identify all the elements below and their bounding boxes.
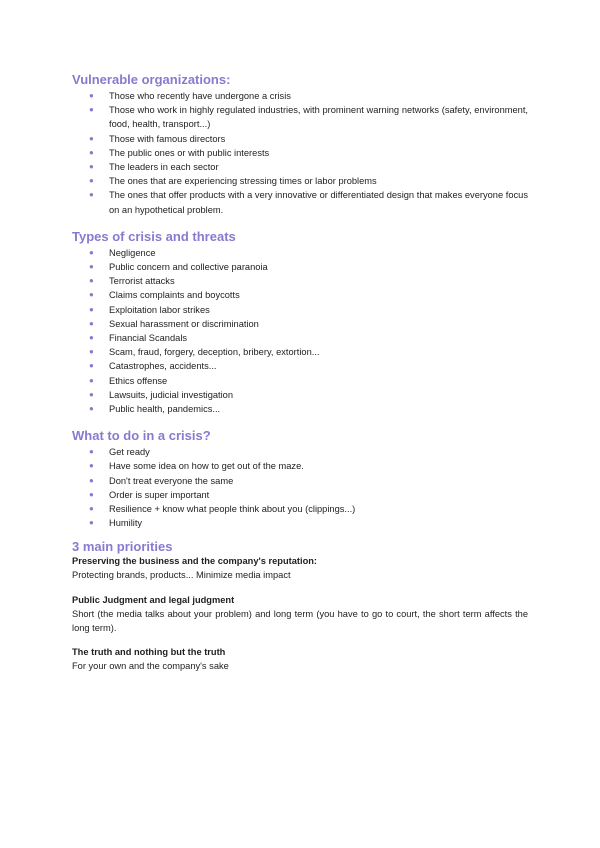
list-item: ● Those who recently have undergone a crisis	[72, 89, 528, 103]
section-heading: 3 main priorities	[72, 539, 173, 555]
bullet-icon: ●	[89, 347, 94, 357]
section-what-to-do	[72, 428, 528, 530]
bullet-icon: ●	[89, 147, 94, 157]
bullet-icon: ●	[89, 176, 94, 186]
bullet-icon: ●	[89, 262, 94, 272]
list-item: ● Scam, fraud, forgery, deception, bribery, extortion...	[72, 345, 528, 359]
priority-text: Short (the media talks about your problem) and long term (you have to go to court, the short term affects the long term).	[72, 608, 528, 633]
bullet-icon: ●	[89, 404, 94, 414]
list-item: ● Financial Scandals	[72, 331, 528, 345]
section-heading: Types of crisis and threats	[72, 228, 236, 244]
bullet-icon: ●	[89, 475, 94, 485]
section-vulnerable-organizations	[72, 72, 528, 217]
list-item: ● Terrorist attacks	[72, 274, 528, 288]
bullet-icon: ●	[89, 389, 94, 399]
section-main-priorities	[72, 539, 528, 673]
priority-heading: The truth and nothing but the truth	[72, 647, 226, 658]
bullet-list	[72, 445, 528, 530]
bullet-list	[72, 246, 528, 416]
bullet-icon: ●	[89, 461, 94, 471]
priority-text: For your own and the company's sake	[72, 661, 229, 672]
list-item: ● Sexual harassment or discrimination	[72, 317, 528, 331]
list-item: ● The ones that offer products with a very innovative or differentiated design that makes everyone focus on an hypothetical problem.	[89, 190, 528, 215]
list-item: ● Catastrophes, accidents...	[72, 359, 528, 373]
bullet-icon: ●	[89, 518, 94, 528]
section-heading: Vulnerable organizations:	[72, 72, 231, 87]
priority-text: Protecting brands, products... Minimize media impact	[72, 570, 291, 581]
bullet-icon: ●	[89, 304, 94, 314]
list-item: ● The ones that are experiencing stressing times or labor problems	[72, 174, 528, 188]
list-item: ● Ethics offense	[72, 374, 528, 388]
list-item: ● Public health, pandemics...	[72, 402, 528, 416]
list-item: ● Those who work in highly regulated industries, with prominent warning networks (safety, environment, food, health, transport...)	[89, 105, 528, 130]
bullet-list	[72, 89, 528, 217]
bullet-icon: ●	[89, 361, 94, 371]
list-item: ● Lawsuits, judicial investigation	[72, 388, 528, 402]
bullet-icon: ●	[89, 91, 94, 100]
list-item: ● The public ones or with public interests	[72, 146, 528, 160]
list-item: ● The leaders in each sector	[72, 160, 528, 174]
list-item: ● Exploitation labor strikes	[72, 303, 528, 317]
list-item: ● Humility	[72, 516, 528, 530]
bullet-icon: ●	[89, 276, 94, 286]
bullet-icon: ●	[89, 375, 94, 385]
bullet-icon: ●	[89, 333, 94, 343]
list-item: ● Have some idea on how to get out of the maze.	[72, 459, 528, 473]
list-item: ● Order is super important	[72, 488, 528, 502]
list-item: ● Claims complaints and boycotts	[72, 288, 528, 302]
list-item: ● Those with famous directors	[72, 132, 528, 146]
bullet-icon: ●	[89, 162, 94, 172]
bullet-icon: ●	[89, 190, 94, 200]
bullet-icon: ●	[89, 489, 94, 499]
bullet-icon: ●	[89, 247, 94, 257]
bullet-icon: ●	[89, 447, 94, 457]
priority-heading: Public Judgment and legal judgment	[72, 594, 235, 605]
list-item: ● Public concern and collective paranoia	[72, 260, 528, 274]
bullet-icon: ●	[89, 318, 94, 328]
bullet-icon: ●	[89, 105, 94, 115]
list-item: ● Get ready	[72, 445, 528, 459]
bullet-icon: ●	[89, 290, 94, 300]
section-heading: What to do in a crisis?	[72, 428, 211, 444]
list-item: ● Don't treat everyone the same	[72, 474, 528, 488]
section-types-of-crisis	[72, 229, 528, 416]
document-page	[72, 72, 528, 684]
list-item: ● Resilience + know what people think about you (clippings...)	[72, 502, 528, 516]
bullet-icon: ●	[89, 133, 94, 143]
priority-heading: Preserving the business and the company's reputation:	[72, 556, 318, 567]
list-item: ● Negligence	[72, 246, 528, 260]
bullet-icon: ●	[89, 504, 94, 514]
